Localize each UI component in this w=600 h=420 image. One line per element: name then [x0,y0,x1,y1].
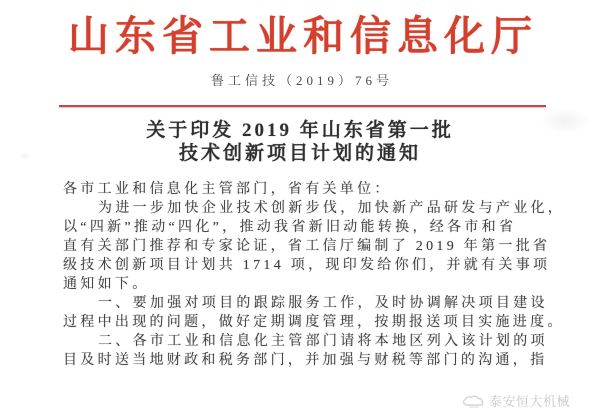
notice-title [0,119,600,165]
watermark-logo-icon [462,394,486,408]
notice-title-line2: 技术创新项目计划的通知 [178,143,421,164]
body-line: 二、各市工业和信息化主管部门请将本地区列入该计划的项 [98,334,548,349]
body-line: 以“四新”推动“四化”，推动我省新旧动能转换，经各市和省 [63,220,517,235]
body-line: 目及时送当地财政和税务部门，并加强与财税等部门的沟通，指 [63,353,548,368]
body-line: 通知如下。 [63,277,150,292]
watermark [462,391,570,410]
notice-title-line1: 关于印发 2019 年山东省第一批 [146,120,454,141]
notice-body [63,180,566,370]
document-number: 鲁工信技（2019）76号 [210,73,393,88]
body-line: 直有关部门推荐和专家论证，省工信厅编制了 2019 年第一批省 [63,239,551,254]
red-divider-line [59,105,546,107]
watermark-text: 泰安恒大机械 [489,394,571,409]
agency-name-heading: 山东省工业和信息化厅 [68,13,538,59]
body-line: 级技术创新项目计划共 1714 项，现印发给你们，并就有关事项 [63,258,551,273]
body-line: 过程中出现的问题，做好定期调度管理，按期报送项目实施进度。 [63,315,565,330]
body-line: 一、要加强对项目的跟踪服务工作，及时协调解决项目建设 [98,296,548,311]
body-line: 为进一步加快企业技术创新步伐，加快新产品研发与产业化， [98,201,566,216]
body-line: 各市工业和信息化主管部门，省有关单位： [63,182,392,197]
